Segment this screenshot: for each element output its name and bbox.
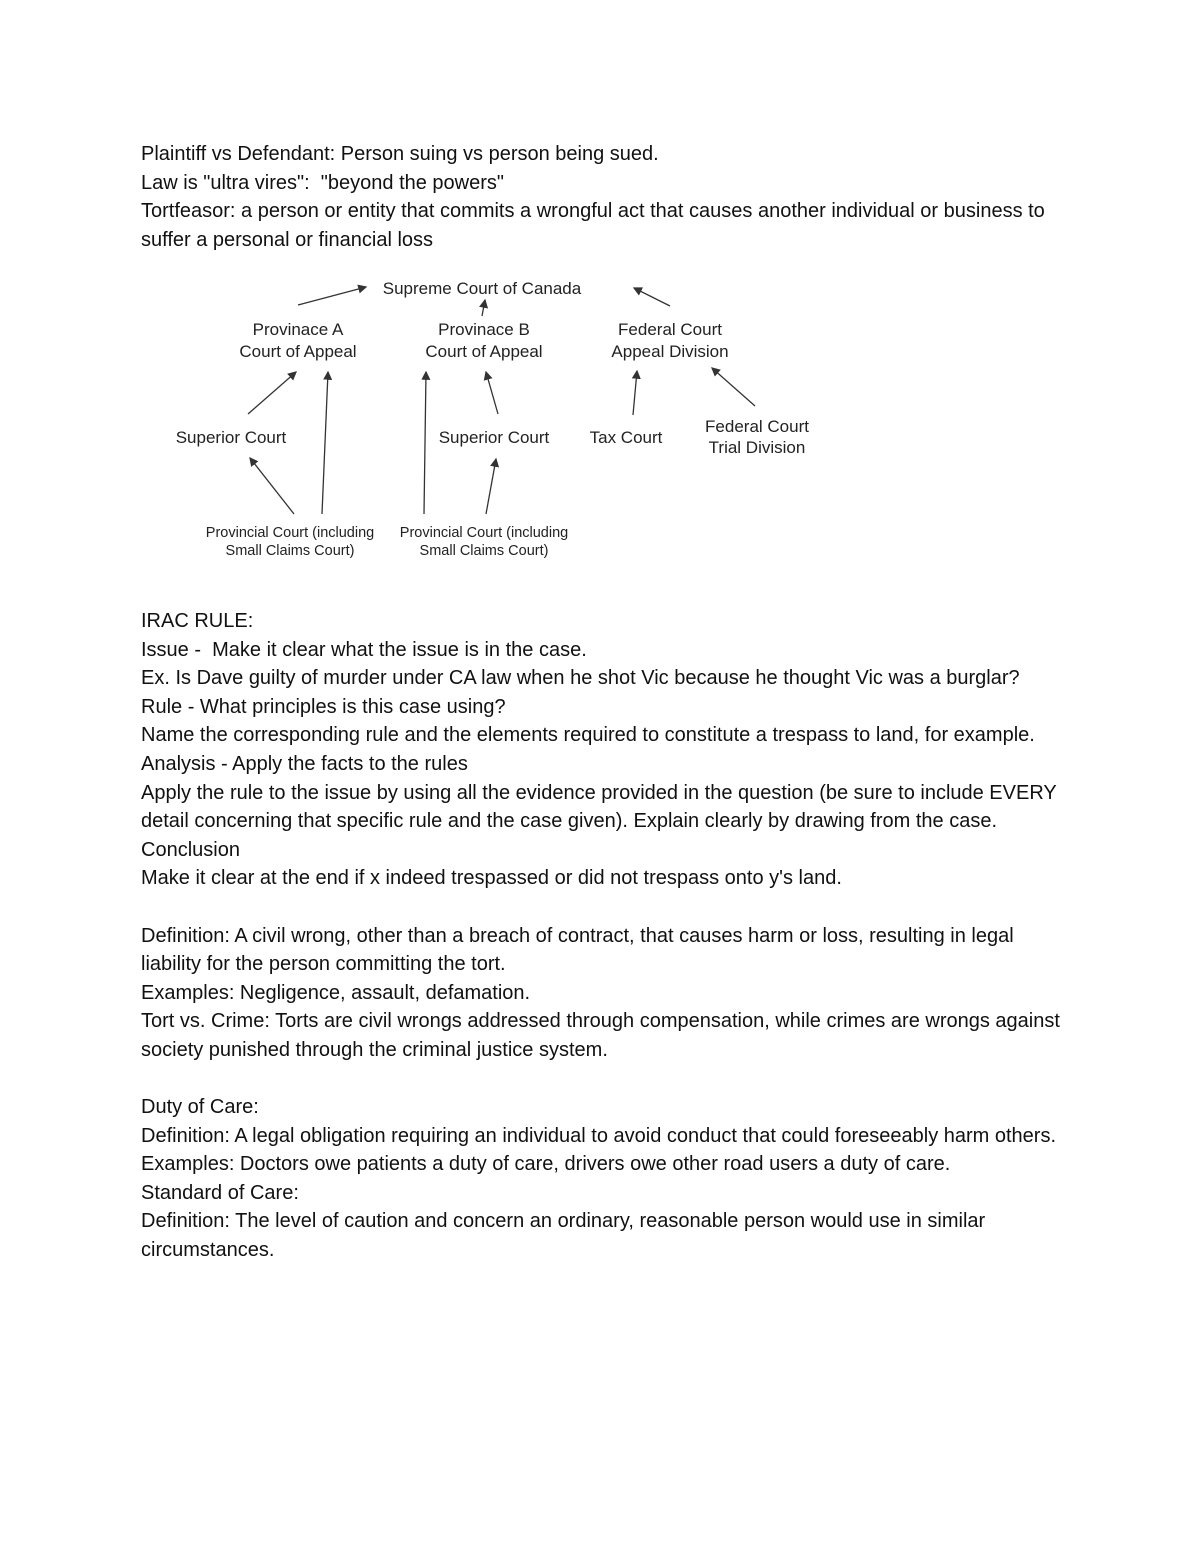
irac-conclusion: Conclusion <box>141 838 240 861</box>
supreme-court-label: Supreme Court of Canada <box>382 279 582 298</box>
provincial-court-b-label-2: Small Claims Court) <box>419 543 549 559</box>
tort-examples: Examples: Negligence, assault, defamation. <box>141 981 531 1004</box>
arrow-federal-trial-to-federal-appeal <box>712 368 755 406</box>
federal-appeal-label-2: Appeal Division <box>611 342 729 361</box>
intro-section <box>141 140 1071 254</box>
superior-court-b-label: Superior Court <box>438 428 550 447</box>
arrow-provincial-a-to-superior-a <box>250 458 294 514</box>
irac-heading: IRAC RULE: <box>141 610 254 632</box>
irac-issue: Issue - Make it clear what the issue is in the case. <box>141 638 587 661</box>
prov-a-appeal-label-1: Provinace A <box>252 320 344 339</box>
prov-a-appeal-label-2: Court of Appeal <box>239 342 357 361</box>
arrow-federal-appeal-to-supreme <box>634 288 670 306</box>
irac-analysis: Analysis - Apply the facts to the rules <box>141 752 468 775</box>
superior-court-a-label: Superior Court <box>175 428 287 447</box>
irac-analysis-detail: Apply the rule to the issue by using all the evidence provided in the question (be sure to include EVERY detail concerning that specific rule and the case given). Explain clearly by drawing from the case. <box>141 781 1062 833</box>
tortfeasor-definition: Tortfeasor: a person or entity that commits a wrongful act that causes another individual or business to suffer a personal or financial loss <box>141 200 1051 251</box>
duty-of-care-heading: Duty of Care: <box>141 1096 259 1119</box>
tax-court-label: Tax Court <box>589 428 663 447</box>
arrow-provincial-a-to-prov-a <box>322 372 328 514</box>
irac-issue-example: Ex. Is Dave guilty of murder under CA law when he shot Vic because he thought Vic was a burglar? <box>141 667 1020 690</box>
standard-of-care-heading: Standard of Care: <box>141 1181 299 1204</box>
arrow-tax-to-federal-appeal <box>633 371 637 415</box>
arrow-superior-a-to-prov-a <box>248 372 296 414</box>
tort-vs-crime: Tort vs. Crime: Torts are civil wrongs addressed through compensation, while crimes are wrongs against society punished through the criminal justice system. <box>141 1010 1066 1061</box>
irac-conclusion-detail: Make it clear at the end if x indeed trespassed or did not trespass onto y's land. <box>141 867 842 890</box>
federal-trial-label-1: Federal Court <box>705 417 809 436</box>
arrow-prov-b-to-supreme <box>482 300 485 316</box>
arrow-superior-b-to-prov-b <box>486 372 498 414</box>
provincial-court-b-label-1: Provincial Court (including <box>399 525 569 541</box>
court-hierarchy-diagram <box>160 260 840 570</box>
federal-trial-label-2: Trial Division <box>708 438 806 457</box>
provincial-court-a-label-2: Small Claims Court) <box>225 543 355 559</box>
spacer <box>141 1065 1071 1094</box>
plaintiff-definition: Plaintiff vs Defendant: Person suing vs person being sued. <box>141 143 659 165</box>
irac-rule: Rule - What principles is this case using? <box>141 695 506 718</box>
standard-of-care-definition: Definition: The level of caution and concern an ordinary, reasonable person would use in similar circumstances. <box>141 1210 991 1262</box>
duty-of-care-examples: Examples: Doctors owe patients a duty of care, drivers owe other road users a duty of care. <box>141 1153 951 1176</box>
irac-rule-detail: Name the corresponding rule and the elements required to constitute a trespass to land, for example. <box>141 724 1035 747</box>
prov-b-appeal-label-2: Court of Appeal <box>425 342 543 361</box>
arrow-prov-a-to-supreme <box>298 287 366 305</box>
spacer <box>141 893 1071 922</box>
arrow-provincial-b-to-superior-b <box>486 459 496 514</box>
federal-appeal-label-1: Federal Court <box>618 320 722 339</box>
notes-body <box>141 607 1071 1265</box>
arrow-provincial-b-to-prov-b <box>424 372 426 514</box>
provincial-court-a-label-1: Provincial Court (including <box>205 525 375 541</box>
tort-definition: Definition: A civil wrong, other than a breach of contract, that causes harm or loss, resulting in legal liability for the person committing the tort. <box>141 924 1020 976</box>
ultra-vires-definition: Law is "ultra vires": "beyond the powers" <box>141 171 505 194</box>
prov-b-appeal-label-1: Provinace B <box>438 320 530 339</box>
duty-of-care-definition: Definition: A legal obligation requiring an individual to avoid conduct that could foreseeably harm others. <box>141 1124 1057 1147</box>
